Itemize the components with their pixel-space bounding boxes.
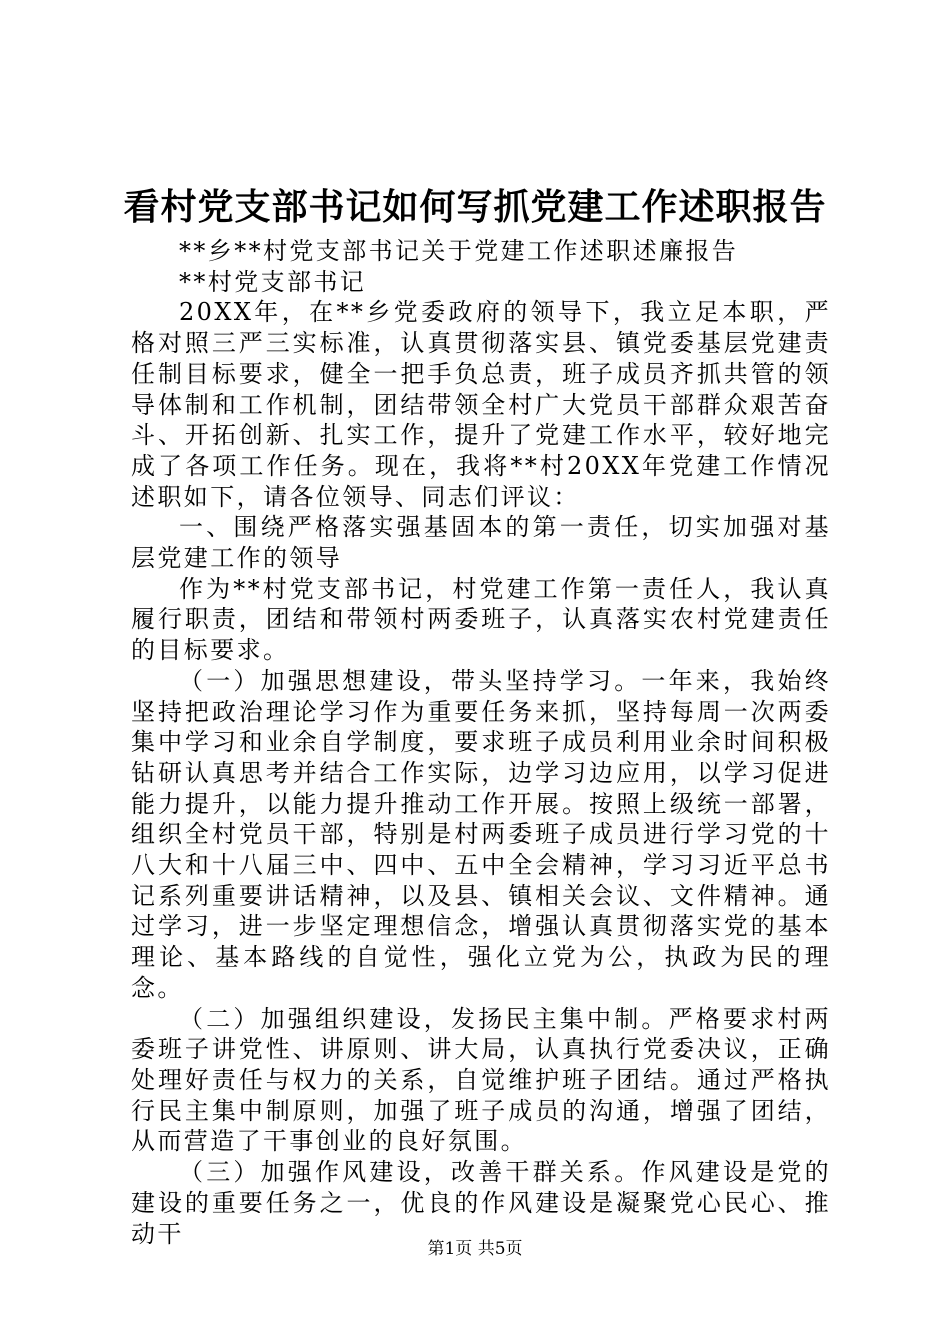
subtitle-line: **乡**村党支部书记关于党建工作述职述廉报告 (179, 237, 739, 265)
page-number-footer: 第1页 共5页 (427, 1239, 523, 1259)
body-paragraph: 作为**村党支部书记，村党建工作第一责任人，我认真履行职责，团结和带领村两委班子，认真落实农村党建责任的目标要求。 (131, 574, 831, 665)
document-body (131, 236, 831, 1249)
author-line: **村党支部书记 (179, 267, 367, 296)
document-title: 看村党支部书记如何写抓党建工作述职报告 (123, 186, 827, 228)
body-paragraph: 20XX年，在**乡党委政府的领导下，我立足本职，严格对照三严三实标准，认真贯彻落实县、镇党委基层党建责任制目标要求，健全一把手负总责，班子成员齐抓共管的领导体制和工作机制，团结带领全村广大党员干部群众艰苦奋斗、开拓创新、扎实工作，提升了党建工作水平，较好地完成了各项工作任务。现在，我将**村20XX年党建工作情况述职如下，请各位领导、同志们评议： (131, 298, 831, 511)
body-paragraph: （三）加强作风建设，改善干群关系。作风建设是党的建设的重要任务之一，优良的作风建设是凝聚党心民心、推动干 (131, 1158, 831, 1248)
section-heading: 一、围绕严格落实强基固本的第一责任，切实加强对基层党建工作的领导 (131, 513, 831, 573)
body-paragraph: （一）加强思想建设，带头坚持学习。一年来，我始终坚持把政治理论学习作为重要任务来抓，坚持每周一次两委集中学习和业余自学制度，要求班子成员利用业余时间积极钻研认真思考并结合工作实际，边学习边应用，以学习促进能力提升，以能力提升推动工作开展。按照上级统一部署，组织全村党员干部，特别是村两委班子成员进行学习党的十八大和十八届三中、四中、五中全会精神，学习习近平总书记系列重要讲话精神，以及县、镇相关会议、文件精神。通过学习，进一步坚定理想信念，增强认真贯彻落实党的基本理论、基本路线的自觉性，强化立党为公，执政为民的理念。 (131, 666, 831, 1002)
body-paragraph: （二）加强组织建设，发扬民主集中制。严格要求村两委班子讲党性、讲原则、讲大局，认真执行党委决议，正确处理好责任与权力的关系，自觉维护班子团结。通过严格执行民主集中制原则，加强了班子成员的沟通，增强了团结，从而营造了干事创业的良好氛围。 (131, 1004, 831, 1156)
